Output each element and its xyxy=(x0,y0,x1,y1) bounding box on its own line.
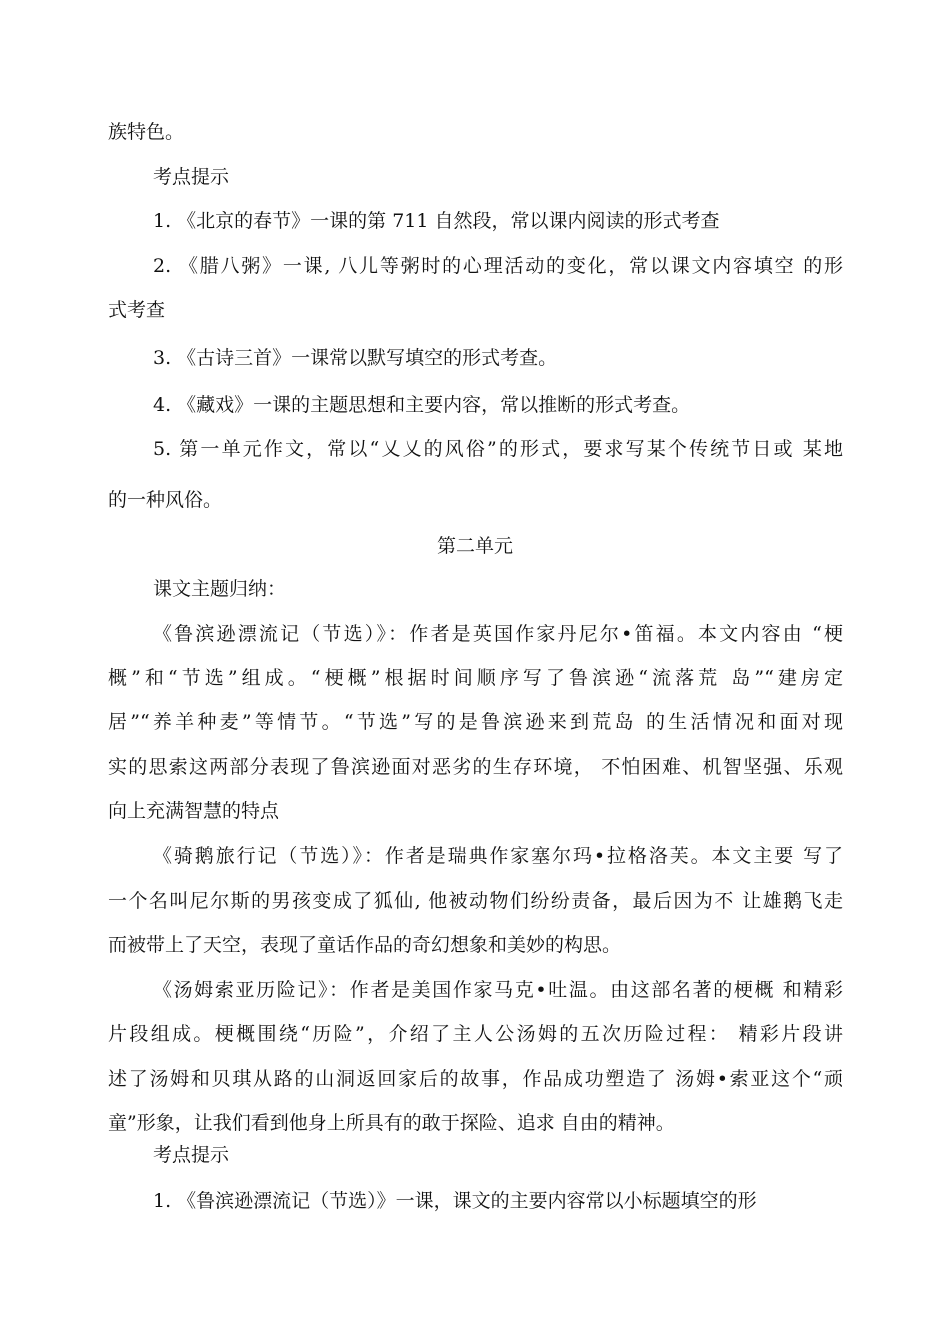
paragraph-line: 一个名叫尼尔斯的男孩变成了狐仙, 他被动物们纷纷责备，最后因为不 让雄鹅飞走 xyxy=(108,890,843,912)
list-item: 4. 《藏戏》一课的主题思想和主要内容，常以推断的形式考查。 xyxy=(153,394,691,416)
unit-title: 第二单元 xyxy=(436,535,513,557)
list-item: 3. 《古诗三首》一课常以默写填空的形式考查。 xyxy=(153,347,558,369)
text-line: 族特色。 xyxy=(108,121,185,143)
paragraph-line: 《骑鹅旅行记（节选）》：作者是瑞典作家塞尔玛•拉格洛芙。本文主要 写了 xyxy=(153,845,843,867)
section-heading-exam-tips: 考点提示 xyxy=(153,166,230,188)
paragraph-line: 《汤姆索亚历险记》：作者是美国作家马克•吐温。由这部名著的梗概 和精彩 xyxy=(153,979,843,1001)
paragraph-line: 向上充满智慧的特点 xyxy=(108,800,280,822)
paragraph-line: 而被带上了天空，表现了童话作品的奇幻想象和美妙的构思。 xyxy=(108,934,622,956)
list-item: 1. 《北京的春节》一课的第 711 自然段，常以课内阅读的形式考查 xyxy=(153,210,720,232)
list-item: 1. 《鲁滨逊漂流记（节选）》一课，课文的主要内容常以小标题填空的形 xyxy=(153,1190,757,1212)
paragraph-line: 居”“养羊种麦”等情节。“节选”写的是鲁滨逊来到荒岛 的生活情况和面对现 xyxy=(108,711,843,733)
paragraph-line: 《鲁滨逊漂流记（节选）》：作者是英国作家丹尼尔•笛福。本文内容由 “梗 xyxy=(153,623,843,645)
paragraph-line: 实的思索这两部分表现了鲁滨逊面对恶劣的生存环境， 不怕困难、机智坚强、乐观 xyxy=(108,756,843,778)
paragraph-line: 片段组成。梗概围绕“历险”，介绍了主人公汤姆的五次历险过程： 精彩片段讲 xyxy=(108,1023,843,1045)
text-line: 式考查 xyxy=(108,299,166,321)
paragraph-line: 童”形象，让我们看到他身上所具有的敢于探险、追求 自由的精神。 xyxy=(108,1112,675,1134)
paragraph-line: 概”和“节选”组成。“梗概”根据时间顺序写了鲁滨逊“流落荒 岛”“建房定 xyxy=(108,667,843,689)
paragraph-line: 述了汤姆和贝琪从路的山洞返回家后的故事，作品成功塑造了 汤姆•索亚这个“顽 xyxy=(108,1068,843,1090)
section-heading-exam-tips: 考点提示 xyxy=(153,1144,230,1166)
list-item: 2. 《腊八粥》一课, 八儿等粥时的心理活动的变化，常以课文内容填空 的形 xyxy=(153,255,843,277)
section-heading-theme-summary: 课文主题归纳： xyxy=(153,578,287,600)
list-item: 5. 第一单元作文，常以“乂乂的风俗”的形式，要求写某个传统节日或 某地 xyxy=(153,438,843,460)
text-line: 的一种风俗。 xyxy=(108,489,223,511)
